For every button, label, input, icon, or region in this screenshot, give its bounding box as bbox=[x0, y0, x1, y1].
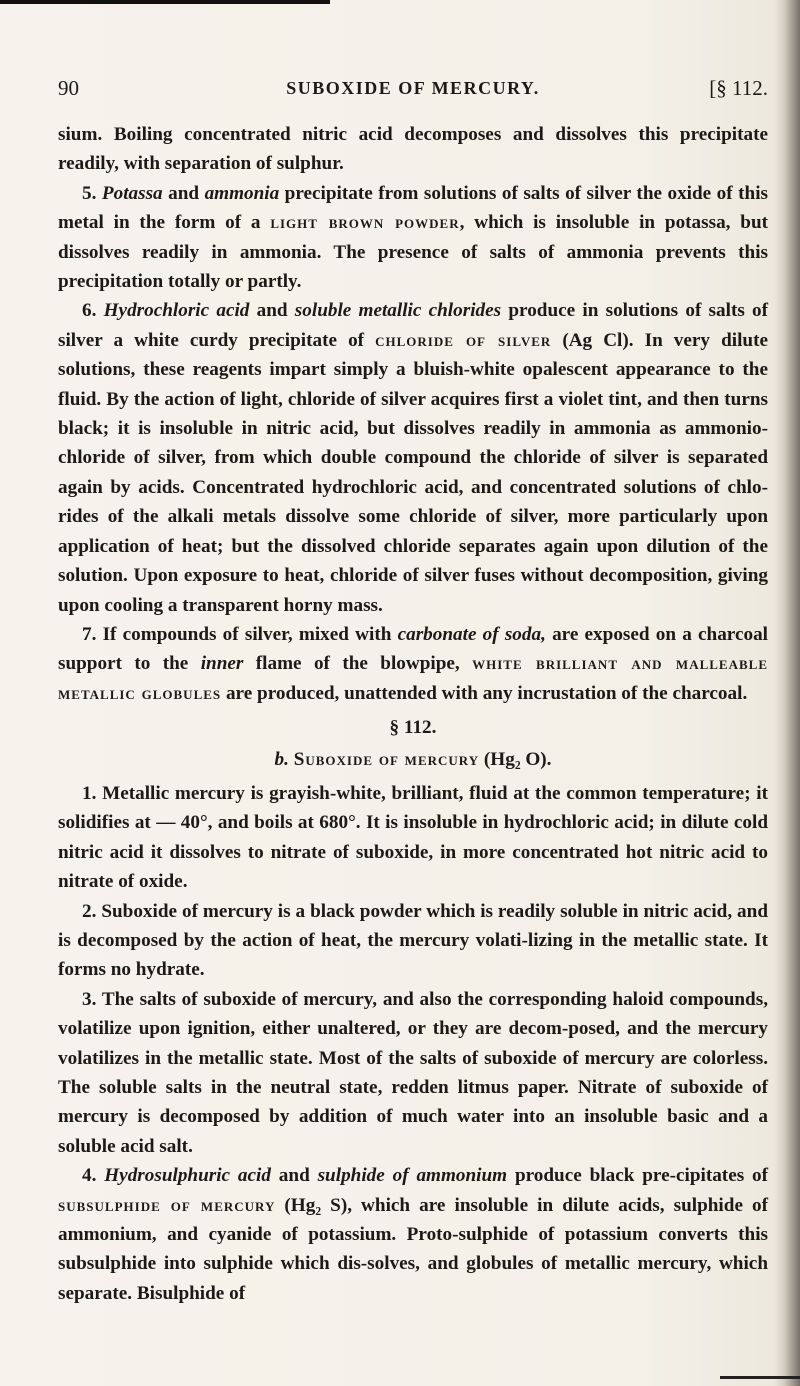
paragraph-3 bbox=[58, 985, 768, 1161]
section-heading: § 112. bbox=[389, 717, 437, 739]
top-rule bbox=[0, 0, 330, 4]
reagent-name: sulphide of ammonium bbox=[317, 1165, 508, 1187]
item-number: 5. bbox=[82, 182, 97, 204]
text-run: produce black pre-cipitates of bbox=[507, 1165, 769, 1187]
item-number: 4. bbox=[82, 1165, 97, 1187]
reagent-name: Potassa bbox=[101, 182, 163, 204]
reagent-name: soluble metallic chlorides bbox=[294, 300, 502, 322]
item-number: 7. bbox=[82, 623, 97, 645]
product-name: subsulphide of mercury bbox=[58, 1194, 276, 1216]
text-run: precipitate from solutions of salts of silver the oxide of this metal in the form of a bbox=[58, 182, 769, 234]
text-run: The salts of suboxide of mercury, and also the corresponding haloid compounds, volatilize upon ignition, either unaltered, or they are decom-posed, and the mercury volatilizes in the metallic state. Most of the salts of suboxide of mercury are colorless. The soluble salts in the neutral state, redden litmus paper. Nitrate of suboxide of mercury is decomposed by addition of much water into an insoluble basic and a soluble acid salt. bbox=[58, 988, 768, 1157]
subsection-letter: b. bbox=[274, 748, 289, 770]
reagent-name: Hydrosulphuric acid bbox=[104, 1165, 271, 1187]
text-run: Metallic mercury is grayish-white, brilliant, fluid at the common temperature; it solidifies at — 40°, and boils at 680°. It is insoluble in hydrochloric acid; in dilute cold nitric acid it dissolves to nitrate of suboxide, in more concentrated hot nitric acid to nitrate of oxide. bbox=[58, 782, 768, 893]
text-run: (Ag Cl). In very dilute solutions, these reagents impart simply a bluish-white opalescent appearance to the fluid. By the action of light, chloride of silver acquires first a violet tint, and then turns black; it is insoluble in nitric acid, but dissolves readily in ammonia as ammonio-chloride of silver, from which double compound the chloride of silver is separated again by acids. Concentrated hydrochloric acid, and concentrated solutions of chlo-rides of the alkali metals dissolve some chloride of silver, more particularly upon application of heat; but the dissolved chloride separates again upon dilution of the solution. Upon exposure to heat, chloride of silver fuses without decomposition, giving upon cooling a transparent horny mass. bbox=[58, 329, 768, 616]
paragraph-2 bbox=[58, 897, 768, 985]
page-edge-shadow bbox=[774, 0, 800, 1386]
paragraph-1 bbox=[58, 779, 768, 897]
text-run: flame of the blowpipe, bbox=[243, 653, 473, 675]
text-run: If compounds of silver, mixed with bbox=[96, 623, 398, 645]
reagent-name: Hydrochloric acid bbox=[103, 300, 250, 322]
item-number: 6. bbox=[82, 300, 97, 322]
text-run: , which is insoluble in potassa, but dissolves readily in ammonia. The presence of salts of ammonia prevents this precipitation totally or partly. bbox=[58, 212, 769, 293]
item-number: 3. bbox=[82, 988, 97, 1010]
page-number: 90 bbox=[58, 76, 79, 100]
running-title: SUBOXIDE OF MERCURY. bbox=[286, 78, 540, 98]
text-run: (Hg₂ S), which are insoluble in dilute acids, sulphide of ammonium, and cyanide of potassium. Proto-sulphide of potassium converts this subsulphide into sulphide which dis-solves, and globules of metallic mercury, which separate. Bisulphide of bbox=[58, 1194, 768, 1304]
paragraph-4 bbox=[58, 1161, 768, 1308]
page-body bbox=[58, 120, 768, 1308]
item-number: 2. bbox=[82, 900, 97, 922]
reagent-name: carbonate of soda, bbox=[397, 623, 546, 645]
text-run: and bbox=[270, 1165, 318, 1187]
paragraph-5 bbox=[58, 179, 768, 297]
reagent-name: ammonia bbox=[204, 182, 280, 204]
page-header bbox=[58, 76, 768, 110]
text-run: are exposed on a charcoal support to the bbox=[58, 623, 769, 675]
bottom-rule bbox=[720, 1376, 800, 1379]
product-name: chloride of silver bbox=[375, 329, 552, 351]
paragraph-continuation: sium. Boiling concentrated nitric acid decomposes and dissolves this precipitate readily, with separation of sulphur. bbox=[58, 124, 768, 175]
text-run: and bbox=[162, 182, 205, 204]
paragraph-7 bbox=[58, 620, 768, 708]
paragraph-6 bbox=[58, 296, 768, 619]
text-run: produce in solutions of salts of silver a white curdy precipitate of bbox=[58, 300, 769, 351]
text-run: are produced, unattended with any incrustation of the charcoal. bbox=[221, 682, 748, 704]
chemical-formula: (Hg₂ O). bbox=[483, 748, 552, 770]
item-number: 1. bbox=[82, 782, 97, 804]
product-name: light brown powder bbox=[270, 212, 460, 234]
text-run: Suboxide of mercury is a black powder which is readily soluble in nitric acid, and is decomposed by the action of heat, the mercury volati-lizing in the metallic state. It forms no hydrate. bbox=[58, 900, 768, 981]
section-ref: [§ 112. bbox=[709, 76, 768, 100]
product-name: white brilliant and malleable metallic globules bbox=[58, 653, 768, 704]
subsection-title: Suboxide of mercury bbox=[293, 748, 480, 770]
text-run: and bbox=[249, 300, 295, 322]
emphasis: inner bbox=[200, 653, 244, 675]
subsection-heading bbox=[58, 745, 768, 774]
